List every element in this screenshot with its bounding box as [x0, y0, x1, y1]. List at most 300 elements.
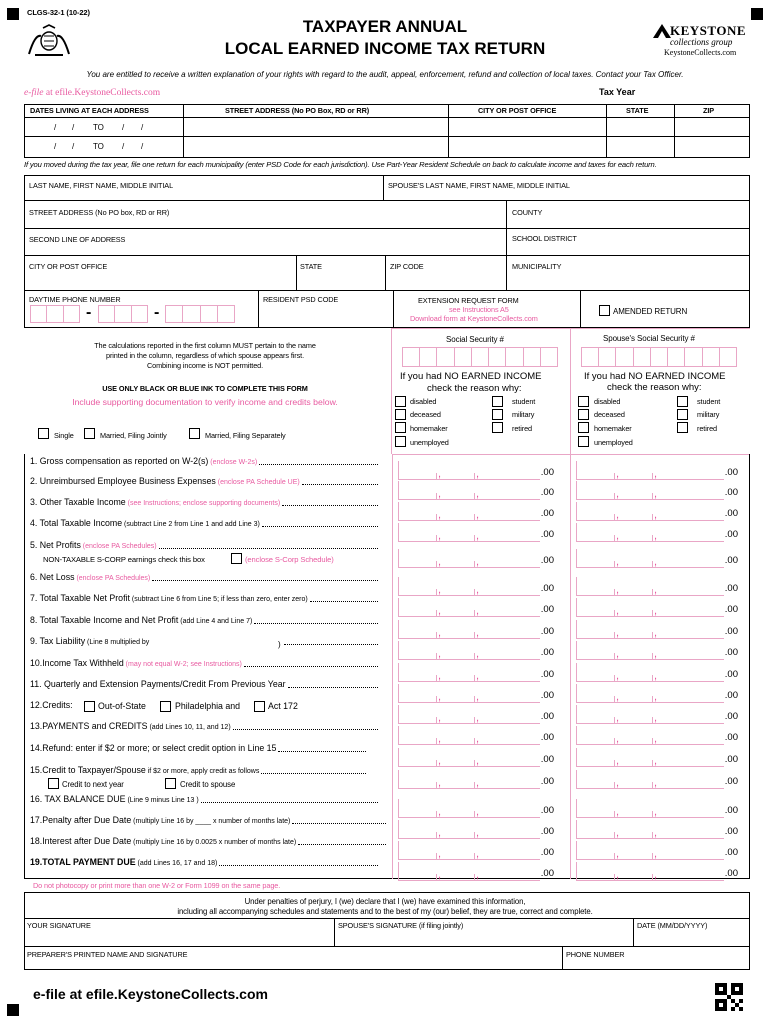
state-header: STATE: [626, 106, 649, 115]
line-10-label: [30, 658, 242, 670]
line-9-label: [30, 636, 149, 648]
street-label: STREET ADDRESS (No PO box, RD or RR): [29, 208, 170, 217]
credit-next-year-checkbox[interactable]: [48, 778, 59, 789]
spouse-line-13-cents: .00: [724, 732, 738, 743]
line-3-note: (see Instructions; enclose supporting documents): [125, 500, 281, 507]
comma-separator: ,: [476, 848, 480, 860]
spouse-line-19-cents: .00: [724, 868, 738, 879]
line-7-note: (subtract Line 6 from Line 5; if less than zero, enter zero): [129, 596, 308, 603]
line-12-label: [30, 700, 73, 712]
unemployed-checkbox[interactable]: [395, 436, 406, 447]
line-4-cents: .00: [540, 529, 554, 540]
spouse-military-checkbox[interactable]: [677, 409, 688, 420]
deceased-label: deceased: [410, 410, 441, 419]
comma-separator: ,: [616, 605, 620, 617]
spouse-line-4-cents: .00: [724, 529, 738, 540]
comma-separator: ,: [616, 755, 620, 767]
spouse-line-11-cents: .00: [724, 690, 738, 701]
comma-separator: ,: [438, 605, 442, 617]
line-16-label: [30, 794, 199, 806]
line-13-title: 13.PAYMENTS and CREDITS: [30, 721, 148, 731]
efile-footer-link[interactable]: e-file at efile.KeystoneCollects.com: [33, 986, 268, 1002]
comma-separator: ,: [654, 848, 658, 860]
line-11-title: 11. Quarterly and Extension Payments/Credit From Previous Year: [30, 679, 286, 689]
dot-leader: [254, 623, 378, 624]
line-11-amount-input[interactable]: [398, 684, 540, 703]
spouse-retired-label: retired: [697, 424, 717, 433]
county-label: COUNTY: [512, 208, 543, 217]
comma-separator: ,: [438, 869, 442, 881]
line-7-cents: .00: [540, 604, 554, 615]
comma-separator: ,: [476, 806, 480, 818]
married-separately-checkbox[interactable]: [189, 428, 200, 439]
comma-separator: ,: [438, 712, 442, 724]
spouse-line-16-cents: .00: [724, 805, 738, 816]
extension-title: EXTENSION REQUEST FORM: [418, 296, 519, 305]
comma-separator: ,: [654, 733, 658, 745]
line-14-amount-input[interactable]: [398, 748, 540, 767]
spouse-signature-label: SPOUSE'S SIGNATURE (if filing jointly): [338, 921, 464, 930]
spouse-line-12-amount-input[interactable]: [576, 705, 724, 724]
preparer-field[interactable]: [26, 958, 560, 969]
comma-separator: ,: [654, 530, 658, 542]
line-2-note: (enclose PA Schedule UE): [215, 479, 300, 486]
ink-note: USE ONLY BLACK OR BLUE INK TO COMPLETE THIS FORM: [102, 384, 308, 393]
line-19-amount-input[interactable]: [398, 862, 540, 881]
comma-separator: ,: [654, 509, 658, 521]
spouse-line-13-amount-input[interactable]: [576, 726, 724, 745]
line-2-amount-input[interactable]: [398, 481, 540, 500]
line-8-note: (add Line 4 and Line 7): [178, 618, 253, 625]
spouse-ssn-label: Spouse's Social Security #: [603, 334, 695, 343]
spouse-student-label: student: [697, 397, 721, 406]
line-19-note: (add Lines 16, 17 and 18): [135, 860, 218, 867]
line-17-amount-input[interactable]: [398, 820, 540, 839]
spouse-line-8-cents: .00: [724, 626, 738, 637]
comma-separator: ,: [654, 605, 658, 617]
spouse-line-4-amount-input[interactable]: [576, 523, 724, 542]
comma-separator: ,: [476, 488, 480, 500]
spouse-deceased-checkbox[interactable]: [578, 409, 589, 420]
spouse-line-1-amount-input[interactable]: [576, 461, 724, 480]
to-label: TO: [93, 123, 104, 132]
comma-separator: ,: [654, 627, 658, 639]
calc-note-2: printed in the column, regardless of which spouse appears first.: [105, 351, 305, 360]
line-7-title: 7. Total Taxable Net Profit: [30, 593, 130, 603]
comma-separator: ,: [616, 468, 620, 480]
efile-link[interactable]: [24, 88, 160, 98]
dot-leader: [298, 844, 386, 845]
preparer-label: PREPARER'S PRINTED NAME AND SIGNATURE: [27, 950, 188, 959]
line-16-note: (Line 9 minus Line 13 ): [125, 797, 199, 804]
rights-notice: You are entitled to receive a written explanation of your rights with regard to the audit, appeal, enforcement, refund and collection of local taxes. Contact your Tax Officer.: [86, 70, 684, 79]
dot-leader: [259, 464, 378, 465]
comma-separator: ,: [438, 509, 442, 521]
deceased-checkbox[interactable]: [395, 409, 406, 420]
comma-separator: ,: [438, 584, 442, 596]
no-income-title: If you had NO EARNED INCOME: [400, 371, 542, 382]
tax-rate-input[interactable]: [180, 638, 275, 650]
comma-separator: ,: [438, 691, 442, 703]
spouse-line-11-amount-input[interactable]: [576, 684, 724, 703]
comma-separator: ,: [616, 627, 620, 639]
comma-separator: ,: [654, 584, 658, 596]
docs-note: Include supporting documentation to verify income and credits below.: [72, 397, 338, 407]
line-8-amount-input[interactable]: [398, 620, 540, 639]
city-label: CITY OR POST OFFICE: [29, 262, 108, 271]
line-9-amount-input[interactable]: [398, 641, 540, 660]
line-19-cents: .00: [540, 868, 554, 879]
slash: /: [141, 142, 144, 151]
comma-separator: ,: [438, 733, 442, 745]
calc-note-3: Combining income is NOT permitted.: [146, 361, 264, 370]
moved-note: If you moved during the tax year, file one return for each municipality (enter PSD Code for each jurisdiction). Use Part-Year Resident Schedule on back to calculate income and taxes for each return.: [24, 160, 657, 169]
non-taxable-scorp-checkbox[interactable]: [231, 553, 242, 564]
spouse-line-15-cents: .00: [724, 776, 738, 787]
efile-url: at efile.KeystoneCollects.com: [43, 88, 161, 98]
unemployed-label: unemployed: [410, 438, 449, 447]
comma-separator: ,: [654, 488, 658, 500]
act-172-checkbox[interactable]: [254, 701, 265, 712]
spouse-homemaker-label: homemaker: [594, 424, 632, 433]
comma-separator: ,: [438, 806, 442, 818]
line-9-title: 9. Tax Liability: [30, 636, 86, 646]
spouse-line-14-amount-input[interactable]: [576, 748, 724, 767]
single-checkbox[interactable]: [38, 428, 49, 439]
phone-dash-2: -: [154, 304, 160, 321]
comma-separator: ,: [476, 755, 480, 767]
comma-separator: ,: [654, 648, 658, 660]
act-172-label: Act 172: [268, 701, 298, 711]
married-jointly-checkbox[interactable]: [84, 428, 95, 439]
perjury-line-2: including all accompanying schedules and statements and to the best of my (our) belief, they are true, correct and complete.: [177, 907, 593, 916]
retired-checkbox[interactable]: [492, 422, 503, 433]
line-9-cents: .00: [540, 647, 554, 658]
tax-year-label: Tax Year: [599, 87, 636, 97]
comma-separator: ,: [616, 584, 620, 596]
date-field[interactable]: [635, 931, 748, 945]
spouse-line-17-amount-input[interactable]: [576, 820, 724, 839]
line-1-cents: .00: [540, 467, 554, 478]
form-title-2: LOCAL EARNED INCOME TAX RETURN: [224, 39, 546, 58]
comma-separator: ,: [654, 468, 658, 480]
line-3-label: [30, 497, 280, 509]
brand-sub: collections group: [670, 37, 733, 47]
spouse-line-12-cents: .00: [724, 711, 738, 722]
line-6-note: (enclose PA Schedules): [74, 575, 151, 582]
spouse-name-input[interactable]: [386, 190, 748, 199]
line-7-amount-input[interactable]: [398, 598, 540, 617]
comma-separator: ,: [616, 488, 620, 500]
dot-leader: [152, 580, 378, 581]
phone-dash-1: -: [86, 304, 92, 321]
line-6-amount-input[interactable]: [398, 577, 540, 596]
comma-separator: ,: [438, 556, 442, 568]
comma-separator: ,: [654, 755, 658, 767]
single-label: Single: [54, 431, 74, 440]
city-header: CITY OR POST OFFICE: [478, 106, 557, 115]
spouse-unemployed-checkbox[interactable]: [578, 436, 589, 447]
zip-header: ZIP: [703, 106, 715, 115]
line-1-amount-input[interactable]: [398, 461, 540, 480]
credit-spouse-label: Credit to spouse: [180, 780, 236, 789]
comma-separator: ,: [438, 827, 442, 839]
psd-label: RESIDENT PSD CODE: [263, 295, 339, 304]
spouse-line-7-cents: .00: [724, 604, 738, 615]
spouse-retired-checkbox[interactable]: [677, 422, 688, 433]
spouse-deceased-label: deceased: [594, 410, 625, 419]
second-line-label: SECOND LINE OF ADDRESS: [29, 235, 126, 244]
line-4-title: 4. Total Taxable Income: [30, 518, 123, 528]
comma-separator: ,: [476, 827, 480, 839]
comma-separator: ,: [616, 556, 620, 568]
dates-header: DATES LIVING AT EACH ADDRESS: [30, 106, 149, 115]
comma-separator: ,: [616, 670, 620, 682]
line-10-note: (may not equal W-2; see Instructions): [123, 661, 242, 668]
spouse-no-income-title: If you had NO EARNED INCOME: [584, 371, 726, 382]
no-income-check: check the reason why:: [427, 383, 522, 394]
line-11-label: [30, 679, 286, 691]
line-8-title: 8. Total Taxable Income and Net Profit: [30, 615, 179, 625]
form-title-1: TAXPAYER ANNUAL: [302, 17, 468, 36]
line-10-cents: .00: [540, 669, 554, 680]
comma-separator: ,: [476, 468, 480, 480]
spouse-line-3-cents: .00: [724, 508, 738, 519]
line-15-note: if $2 or more, apply credit as follows: [145, 768, 260, 775]
line-13-note: (add Lines 10, 11, and 12): [147, 724, 231, 731]
line-6-label: [30, 572, 150, 584]
amended-return-checkbox[interactable]: [599, 305, 610, 316]
psd-input[interactable]: [260, 305, 391, 325]
comma-separator: ,: [616, 733, 620, 745]
brand-name: KEYSTONE: [670, 23, 747, 38]
spouse-line-10-amount-input[interactable]: [576, 663, 724, 682]
comma-separator: ,: [654, 777, 658, 789]
comma-separator: ,: [476, 648, 480, 660]
line-17-title: 17.Penalty after Due Date: [30, 815, 132, 825]
ssn-input[interactable]: [402, 347, 558, 367]
line-16-amount-input[interactable]: [398, 799, 540, 818]
spouse-unemployed-label: unemployed: [594, 438, 633, 447]
line-19-title: 19.TOTAL PAYMENT DUE: [30, 857, 136, 867]
line-17-cents: .00: [540, 826, 554, 837]
spouse-line-6-amount-input[interactable]: [576, 577, 724, 596]
homemaker-label: homemaker: [410, 424, 448, 433]
line-9-note: (Line 8 multiplied by: [85, 639, 150, 646]
spouse-line-1-cents: .00: [724, 467, 738, 478]
spouse-line-5-cents: .00: [724, 555, 738, 566]
spouse-line-2-amount-input[interactable]: [576, 481, 724, 500]
dot-leader: [262, 526, 378, 527]
line-8-label: [30, 615, 252, 627]
retired-label: retired: [512, 424, 532, 433]
line-12-title: 12.Credits:: [30, 700, 73, 710]
line-1-note: (enclose W-2s): [208, 459, 258, 466]
corner-mark-bl: [7, 1004, 19, 1016]
dot-leader: [244, 666, 378, 667]
zip-label: ZIP CODE: [390, 262, 424, 271]
comma-separator: ,: [476, 584, 480, 596]
comma-separator: ,: [654, 869, 658, 881]
slash: /: [54, 123, 57, 132]
spouse-name-label: SPOUSE'S LAST NAME, FIRST NAME, MIDDLE INITIAL: [388, 181, 570, 190]
line-18-cents: .00: [540, 847, 554, 858]
spouse-line-7-amount-input[interactable]: [576, 598, 724, 617]
dot-leader: [201, 802, 378, 803]
comma-separator: ,: [616, 848, 620, 860]
dot-leader: [261, 773, 366, 774]
qr-code-icon: [715, 983, 743, 1011]
line-14-cents: .00: [540, 754, 554, 765]
line-7-label: [30, 593, 308, 605]
date-label: DATE (MM/DD/YYYY): [637, 921, 708, 930]
dot-leader: [219, 865, 378, 866]
military-label: military: [512, 410, 535, 419]
line-14-title: 14.Refund: enter if $2 or more; or select credit option in Line 15: [30, 743, 277, 753]
spouse-line-3-amount-input[interactable]: [576, 502, 724, 521]
line-11-cents: .00: [540, 690, 554, 701]
spouse-line-9-cents: .00: [724, 647, 738, 658]
tax-rate-paren: ): [278, 640, 281, 649]
comma-separator: ,: [476, 556, 480, 568]
student-checkbox[interactable]: [492, 396, 503, 407]
comma-separator: ,: [616, 869, 620, 881]
line-12-amount-input[interactable]: [398, 705, 540, 724]
line-13-amount-input[interactable]: [398, 726, 540, 745]
slash: /: [54, 142, 57, 151]
spouse-line-8-amount-input[interactable]: [576, 620, 724, 639]
line-8-cents: .00: [540, 626, 554, 637]
dot-leader: [278, 751, 366, 752]
comma-separator: ,: [438, 468, 442, 480]
comma-separator: ,: [476, 777, 480, 789]
line-1-title: 1. Gross compensation as reported on W-2(s): [30, 456, 209, 466]
disabled-label: disabled: [410, 397, 437, 406]
line-2-label: [30, 476, 300, 488]
spouse-line-14-cents: .00: [724, 754, 738, 765]
line-4-note: (subtract Line 2 from Line 1 and add Line 3): [122, 521, 260, 528]
line-16-title: 16. TAX BALANCE DUE: [30, 794, 126, 804]
line-3-title: 3. Other Taxable Income: [30, 497, 126, 507]
dot-leader: [159, 548, 378, 549]
slash: /: [72, 142, 75, 151]
line-1-label: [30, 456, 257, 468]
dot-leader: [310, 601, 378, 602]
comma-separator: ,: [438, 648, 442, 660]
spouse-line-18-amount-input[interactable]: [576, 841, 724, 860]
last-name-input[interactable]: [26, 190, 381, 199]
slash: /: [122, 123, 125, 132]
comma-separator: ,: [654, 827, 658, 839]
credit-spouse-checkbox[interactable]: [165, 778, 176, 789]
dot-leader: [233, 729, 378, 730]
spouse-signature-field[interactable]: [336, 931, 631, 945]
dot-leader: [284, 644, 378, 645]
slash: /: [72, 123, 75, 132]
homemaker-checkbox[interactable]: [395, 422, 406, 433]
out-of-state-checkbox[interactable]: [84, 701, 95, 712]
philadelphia-checkbox[interactable]: [160, 701, 171, 712]
spouse-line-6-cents: .00: [724, 583, 738, 594]
line-13-label: [30, 721, 231, 733]
line-5-amount-input[interactable]: [398, 549, 540, 568]
comma-separator: ,: [438, 670, 442, 682]
comma-separator: ,: [438, 627, 442, 639]
comma-separator: ,: [438, 777, 442, 789]
military-checkbox[interactable]: [492, 409, 503, 420]
spouse-military-label: military: [697, 410, 720, 419]
state-label: STATE: [300, 262, 322, 271]
non-taxable-scorp-label: NON-TAXABLE S-CORP earnings check this box: [43, 555, 205, 564]
line-19-label: [30, 857, 217, 869]
spouse-line-18-cents: .00: [724, 847, 738, 858]
married-separately-label: Married, Filing Separately: [205, 431, 286, 440]
line-5-title: 5. Net Profits: [30, 540, 81, 550]
disabled-checkbox[interactable]: [395, 396, 406, 407]
comma-separator: ,: [654, 670, 658, 682]
perjury-line-1: Under penalties of perjury, I (we) declare that I (we) have examined this information,: [244, 897, 526, 906]
comma-separator: ,: [616, 777, 620, 789]
line-3-amount-input[interactable]: [398, 502, 540, 521]
spouse-line-5-amount-input[interactable]: [576, 549, 724, 568]
your-signature-field[interactable]: [26, 931, 332, 945]
phone-prefix-input[interactable]: [98, 305, 148, 323]
slash: /: [122, 142, 125, 151]
comma-separator: ,: [476, 670, 480, 682]
spouse-homemaker-checkbox[interactable]: [578, 422, 589, 433]
line-6-cents: .00: [540, 583, 554, 594]
line-17-label: [30, 815, 290, 827]
comma-separator: ,: [654, 806, 658, 818]
phone-area-input[interactable]: [30, 305, 80, 323]
credit-next-year-label: Credit to next year: [62, 780, 124, 789]
phone-number-field[interactable]: [564, 958, 748, 969]
spouse-disabled-checkbox[interactable]: [578, 396, 589, 407]
extension-download-link[interactable]: Download form at KeystoneCollects.com: [410, 314, 538, 323]
line-15-cents: .00: [540, 776, 554, 787]
tax-year-field[interactable]: [680, 86, 750, 100]
line-4-amount-input[interactable]: [398, 523, 540, 542]
comma-separator: ,: [476, 869, 480, 881]
philadelphia-label: Philadelphia and: [175, 701, 241, 711]
municipality-label: MUNICIPALITY: [512, 262, 562, 271]
comma-separator: ,: [616, 712, 620, 724]
spouse-line-9-amount-input[interactable]: [576, 641, 724, 660]
spouse-student-checkbox[interactable]: [677, 396, 688, 407]
comma-separator: ,: [476, 627, 480, 639]
phone-label: DAYTIME PHONE NUMBER: [29, 295, 121, 304]
phone-line-input[interactable]: [165, 305, 235, 323]
comma-separator: ,: [476, 530, 480, 542]
brand-url: KeystoneCollects.com: [664, 48, 737, 57]
line-10-amount-input[interactable]: [398, 663, 540, 682]
spouse-line-15-amount-input[interactable]: [576, 770, 724, 789]
school-district-label: SCHOOL DISTRICT: [512, 234, 577, 243]
spouse-line-17-cents: .00: [724, 826, 738, 837]
phone-number-label: PHONE NUMBER: [566, 950, 625, 959]
comma-separator: ,: [616, 509, 620, 521]
comma-separator: ,: [438, 755, 442, 767]
spouse-line-19-amount-input[interactable]: [576, 862, 724, 881]
line-15-amount-input[interactable]: [398, 770, 540, 789]
spouse-ssn-input[interactable]: [581, 347, 737, 367]
spouse-line-16-amount-input[interactable]: [576, 799, 724, 818]
line-18-amount-input[interactable]: [398, 841, 540, 860]
last-name-label: LAST NAME, FIRST NAME, MIDDLE INITIAL: [29, 181, 174, 190]
comma-separator: ,: [616, 530, 620, 542]
slash: /: [141, 123, 144, 132]
comma-separator: ,: [654, 712, 658, 724]
